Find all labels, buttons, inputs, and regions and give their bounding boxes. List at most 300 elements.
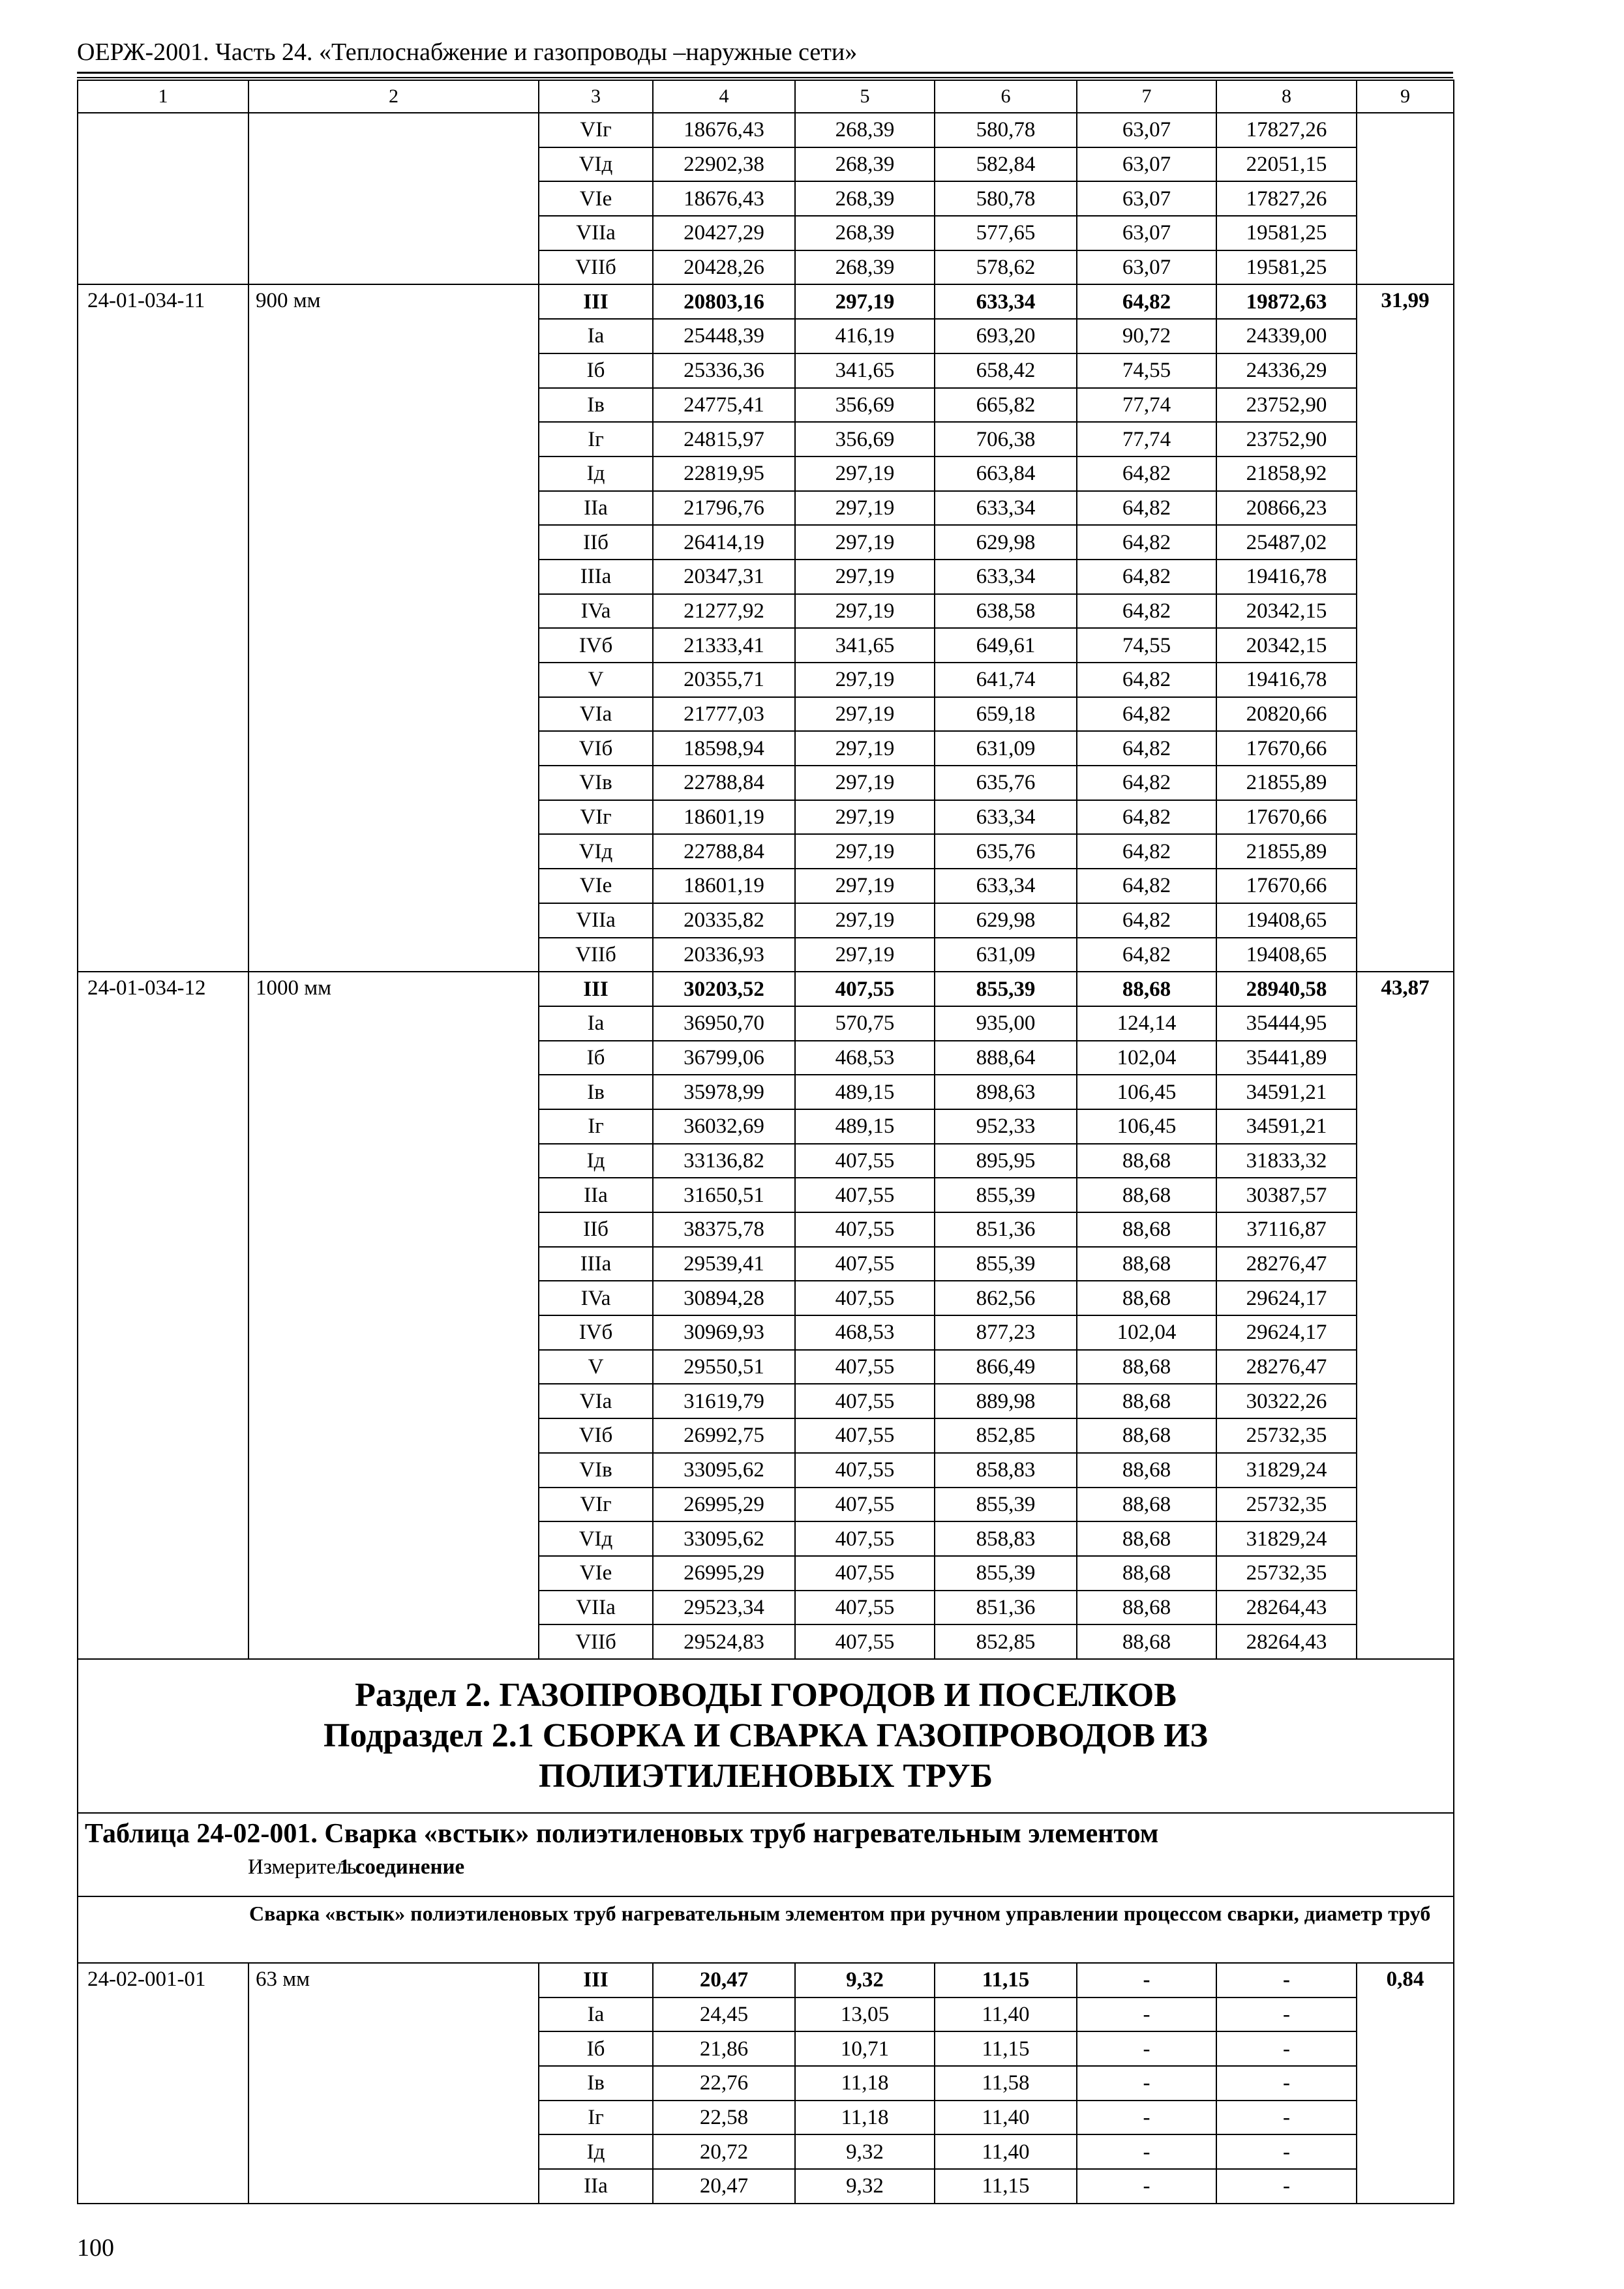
value-cell: 102,04 [1077,1041,1216,1075]
value-cell: 297,19 [795,284,935,319]
region-cell: Iг [539,1109,653,1144]
value-cell: 21333,41 [653,628,795,663]
value-cell: 20,72 [653,2134,795,2169]
value-cell: - [1077,1997,1216,2032]
region-cell: VIIб [539,938,653,972]
value-cell: 633,34 [935,800,1077,835]
value-cell: 25732,35 [1216,1488,1357,1522]
value-cell: 658,42 [935,353,1077,388]
section-heading-line: Подраздел 2.1 СБОРКА И СВАРКА ГАЗОПРОВОДОВ ИЗ [323,1716,1208,1754]
value-cell: 631,09 [935,731,1077,766]
region-cell: Iб [539,353,653,388]
value-cell: 25732,35 [1216,1418,1357,1453]
value-cell: 19416,78 [1216,560,1357,594]
section-heading [78,1659,1454,1813]
value-cell: 633,34 [935,560,1077,594]
value-cell: 64,82 [1077,834,1216,869]
value-cell: 693,20 [935,319,1077,353]
value-cell: 297,19 [795,525,935,560]
value-cell: 18601,19 [653,869,795,903]
region-cell: Ia [539,1006,653,1041]
region-cell: VIб [539,1418,653,1453]
value-cell: 20335,82 [653,903,795,938]
page-number: 100 [77,2234,114,2262]
value-cell: 407,55 [795,1418,935,1453]
value-cell: 268,39 [795,113,935,147]
value-cell: 30322,26 [1216,1384,1357,1418]
value-cell: 74,55 [1077,628,1216,663]
region-cell: VIд [539,147,653,182]
column-header: 7 [1077,80,1216,113]
region-cell: VIIa [539,1591,653,1625]
section-heading-line: ПОЛИЭТИЛЕНОВЫХ ТРУБ [538,1757,993,1795]
value-cell: 20355,71 [653,663,795,697]
region-cell: IIб [539,1212,653,1247]
value-cell: 63,07 [1077,113,1216,147]
value-cell: 26995,29 [653,1488,795,1522]
rate-code-cell: 24-02-001-01 [78,1963,248,2204]
region-cell: Iв [539,388,653,423]
value-cell: 580,78 [935,113,1077,147]
value-cell: 659,18 [935,697,1077,732]
value-cell: 77,74 [1077,388,1216,423]
value-cell: 268,39 [795,181,935,216]
value-cell: 64,82 [1077,663,1216,697]
value-cell: 407,55 [795,1178,935,1212]
value-cell: 64,82 [1077,903,1216,938]
value-cell: 64,82 [1077,525,1216,560]
value-cell: - [1077,2031,1216,2066]
value-cell: 356,69 [795,388,935,423]
value-cell: 34591,21 [1216,1075,1357,1109]
value-cell: 26995,29 [653,1556,795,1591]
value-cell: 21796,76 [653,491,795,526]
value-cell: 489,15 [795,1075,935,1109]
measure-value: 1 соединение [339,1855,465,1879]
value-cell: 889,98 [935,1384,1077,1418]
value-cell: 63,07 [1077,216,1216,250]
value-cell: 35441,89 [1216,1041,1357,1075]
value-cell: 18676,43 [653,113,795,147]
value-cell: 31829,24 [1216,1521,1357,1556]
column-header: 8 [1216,80,1357,113]
value-cell: 24336,29 [1216,353,1357,388]
value-cell: 20428,26 [653,250,795,285]
region-cell: V [539,663,653,697]
value-cell: - [1216,2169,1357,2204]
value-cell: 29539,41 [653,1247,795,1281]
value-cell: 17827,26 [1216,113,1357,147]
value-cell: 895,95 [935,1144,1077,1178]
value-cell: 888,64 [935,1041,1077,1075]
measure-line [248,1851,1447,1883]
value-cell: 20820,66 [1216,697,1357,732]
value-cell: 88,68 [1077,1178,1216,1212]
region-cell: IIIa [539,1247,653,1281]
value-cell: 641,74 [935,663,1077,697]
value-cell: 633,34 [935,869,1077,903]
value-cell: 23752,90 [1216,422,1357,456]
region-cell: IVa [539,594,653,629]
value-cell: 36032,69 [653,1109,795,1144]
value-cell: 64,82 [1077,766,1216,800]
value-cell: - [1077,2134,1216,2169]
region-cell: VIг [539,800,653,835]
value-cell: 638,58 [935,594,1077,629]
value-cell: 88,68 [1077,1144,1216,1178]
value-cell: 20,47 [653,1963,795,1997]
value-cell: 17670,66 [1216,869,1357,903]
value-cell: 407,55 [795,1144,935,1178]
value-cell: 407,55 [795,1212,935,1247]
work-description: Сварка «встык» полиэтиленовых труб нагревательным элементом при ручном управлении процессом сварки, диаметр труб [78,1896,1454,1963]
value-cell: 578,62 [935,250,1077,285]
value-cell: 855,39 [935,972,1077,1006]
region-cell: IVб [539,628,653,663]
value-cell: 30894,28 [653,1281,795,1315]
value-cell: 20342,15 [1216,594,1357,629]
value-cell: 297,19 [795,903,935,938]
value-cell: 407,55 [795,1521,935,1556]
header-rule [77,72,1453,74]
value-cell: 858,83 [935,1521,1077,1556]
value-cell: 21777,03 [653,697,795,732]
region-cell: Iв [539,1075,653,1109]
value-cell: 18598,94 [653,731,795,766]
value-cell: 63,07 [1077,181,1216,216]
coef-cell: 31,99 [1357,284,1454,972]
page-header-title: ОЕРЖ-2001. Часть 24. «Теплоснабжение и газопроводы –наружные сети» [77,38,858,66]
value-cell: - [1077,2066,1216,2101]
value-cell: 33095,62 [653,1521,795,1556]
region-cell: VIд [539,1521,653,1556]
value-cell: 855,39 [935,1178,1077,1212]
value-cell: 855,39 [935,1247,1077,1281]
region-cell: VIa [539,697,653,732]
value-cell: 851,36 [935,1591,1077,1625]
value-cell: 37116,87 [1216,1212,1357,1247]
value-cell: - [1077,2169,1216,2204]
value-cell: 64,82 [1077,938,1216,972]
coef-cell: 43,87 [1357,972,1454,1659]
value-cell: 21,86 [653,2031,795,2066]
value-cell: - [1077,1963,1216,1997]
region-cell: Iв [539,2066,653,2101]
value-cell: 18676,43 [653,181,795,216]
value-cell: 29524,83 [653,1624,795,1659]
value-cell: - [1216,1997,1357,2032]
value-cell: - [1216,2101,1357,2135]
value-cell: 64,82 [1077,594,1216,629]
value-cell: 36950,70 [653,1006,795,1041]
value-cell: 268,39 [795,250,935,285]
region-cell: Iд [539,2134,653,2169]
value-cell: 21855,89 [1216,834,1357,869]
value-cell: 570,75 [795,1006,935,1041]
value-cell: 582,84 [935,147,1077,182]
table-title: Таблица 24-02-001. Сварка «встык» полиэтиленовых труб нагревательным элементом [85,1818,1159,1849]
value-cell: 855,39 [935,1556,1077,1591]
value-cell: 28264,43 [1216,1624,1357,1659]
value-cell: 407,55 [795,1453,935,1488]
value-cell: 629,98 [935,903,1077,938]
value-cell: 25732,35 [1216,1556,1357,1591]
region-cell: Iб [539,2031,653,2066]
region-cell: VIв [539,1453,653,1488]
value-cell: 88,68 [1077,1247,1216,1281]
value-cell: 407,55 [795,1247,935,1281]
pipe-size-cell: 63 мм [248,1963,539,2204]
value-cell: 11,15 [935,2031,1077,2066]
pipe-size-cell: 1000 мм [248,972,539,1659]
value-cell: 17670,66 [1216,731,1357,766]
value-cell: 407,55 [795,1591,935,1625]
column-header-row [78,80,1454,113]
region-cell: VIIб [539,1624,653,1659]
region-cell: VIe [539,869,653,903]
value-cell: 38375,78 [653,1212,795,1247]
region-cell: III [539,284,653,319]
value-cell: 341,65 [795,353,935,388]
region-cell: Ia [539,319,653,353]
value-cell: 489,15 [795,1109,935,1144]
value-cell: 407,55 [795,1281,935,1315]
region-cell: V [539,1350,653,1384]
header-rule [77,77,1453,78]
value-cell: 11,40 [935,1997,1077,2032]
value-cell: 23752,90 [1216,388,1357,423]
value-cell: 33095,62 [653,1453,795,1488]
value-cell: 297,19 [795,731,935,766]
value-cell: 35444,95 [1216,1006,1357,1041]
value-cell: 88,68 [1077,1384,1216,1418]
table-title-cell [78,1813,1454,1896]
rate-code-cell: 24-01-034-11 [78,284,248,972]
value-cell: 64,82 [1077,284,1216,319]
region-cell: IIa [539,491,653,526]
value-cell: 297,19 [795,594,935,629]
value-cell: 663,84 [935,456,1077,491]
rates-table [77,80,1454,2204]
region-cell: Iб [539,1041,653,1075]
value-cell: 635,76 [935,766,1077,800]
value-cell: 407,55 [795,1556,935,1591]
value-cell: 20866,23 [1216,491,1357,526]
value-cell: 31619,79 [653,1384,795,1418]
value-cell: 17827,26 [1216,181,1357,216]
value-cell: 9,32 [795,1963,935,1997]
table-title-row [78,1813,1454,1896]
table-row [78,1963,1454,1997]
region-cell: VIд [539,834,653,869]
value-cell: 64,82 [1077,800,1216,835]
value-cell: 851,36 [935,1212,1077,1247]
value-cell: 21858,92 [1216,456,1357,491]
column-header: 2 [248,80,539,113]
value-cell: 63,07 [1077,250,1216,285]
pipe-size-cell: 900 мм [248,284,539,972]
value-cell: 297,19 [795,938,935,972]
value-cell: 635,76 [935,834,1077,869]
value-cell: 297,19 [795,560,935,594]
value-cell: 20347,31 [653,560,795,594]
section-heading-row [78,1659,1454,1813]
value-cell: 24775,41 [653,388,795,423]
value-cell: 88,68 [1077,972,1216,1006]
section-heading-line: Раздел 2. ГАЗОПРОВОДЫ ГОРОДОВ И ПОСЕЛКОВ [355,1676,1177,1714]
value-cell: 25487,02 [1216,525,1357,560]
value-cell: 407,55 [795,1624,935,1659]
value-cell: 297,19 [795,869,935,903]
column-header: 9 [1357,80,1454,113]
value-cell: 11,18 [795,2101,935,2135]
value-cell: 9,32 [795,2169,935,2204]
value-cell: 21277,92 [653,594,795,629]
value-cell: 88,68 [1077,1591,1216,1625]
value-cell: 24,45 [653,1997,795,2032]
value-cell: 633,34 [935,284,1077,319]
value-cell: 29550,51 [653,1350,795,1384]
value-cell: 952,33 [935,1109,1077,1144]
region-cell: VIб [539,731,653,766]
value-cell: 88,68 [1077,1350,1216,1384]
region-cell: IIa [539,1178,653,1212]
region-cell: VIIa [539,903,653,938]
value-cell: 858,83 [935,1453,1077,1488]
value-cell: 28276,47 [1216,1350,1357,1384]
value-cell: 9,32 [795,2134,935,2169]
value-cell: 31833,32 [1216,1144,1357,1178]
value-cell: 862,56 [935,1281,1077,1315]
region-cell: IIб [539,525,653,560]
value-cell: 21855,89 [1216,766,1357,800]
value-cell: - [1077,2101,1216,2135]
region-cell: Iд [539,456,653,491]
value-cell: 852,85 [935,1624,1077,1659]
value-cell: 22819,95 [653,456,795,491]
column-header: 3 [539,80,653,113]
region-cell: VIe [539,181,653,216]
value-cell: 18601,19 [653,800,795,835]
region-cell: IIa [539,2169,653,2204]
region-cell: VIIб [539,250,653,285]
value-cell: 88,68 [1077,1624,1216,1659]
value-cell: 935,00 [935,1006,1077,1041]
value-cell: 64,82 [1077,560,1216,594]
region-cell: VIIa [539,216,653,250]
value-cell: 649,61 [935,628,1077,663]
column-header: 1 [78,80,248,113]
region-cell: Iг [539,422,653,456]
region-cell: VIг [539,1488,653,1522]
value-cell: 19416,78 [1216,663,1357,697]
value-cell: 88,68 [1077,1556,1216,1591]
value-cell: 25448,39 [653,319,795,353]
value-cell: 297,19 [795,800,935,835]
value-cell: 898,63 [935,1075,1077,1109]
value-cell: 88,68 [1077,1281,1216,1315]
measure-label: Измеритель: [248,1855,363,1879]
region-cell: IVa [539,1281,653,1315]
rate-code-cell [78,113,248,284]
value-cell: 20803,16 [653,284,795,319]
value-cell: 64,82 [1077,731,1216,766]
value-cell: 102,04 [1077,1315,1216,1350]
value-cell: 17670,66 [1216,800,1357,835]
value-cell: 106,45 [1077,1109,1216,1144]
value-cell: 64,82 [1077,697,1216,732]
value-cell: 877,23 [935,1315,1077,1350]
value-cell: 35978,99 [653,1075,795,1109]
value-cell: 88,68 [1077,1418,1216,1453]
value-cell: 855,39 [935,1488,1077,1522]
value-cell: 19408,65 [1216,938,1357,972]
value-cell: - [1216,2031,1357,2066]
value-cell: 34591,21 [1216,1109,1357,1144]
value-cell: 74,55 [1077,353,1216,388]
value-cell: 124,14 [1077,1006,1216,1041]
table-row [78,972,1454,1006]
table-row [78,113,1454,147]
value-cell: 24339,00 [1216,319,1357,353]
value-cell: 416,19 [795,319,935,353]
value-cell: 297,19 [795,663,935,697]
value-cell: 407,55 [795,1350,935,1384]
column-header: 5 [795,80,935,113]
value-cell: 64,82 [1077,456,1216,491]
value-cell: 31650,51 [653,1178,795,1212]
value-cell: 11,58 [935,2066,1077,2101]
value-cell: 19581,25 [1216,216,1357,250]
region-cell: IIIa [539,560,653,594]
region-cell: IVб [539,1315,653,1350]
region-cell: Iг [539,2101,653,2135]
value-cell: 30387,57 [1216,1178,1357,1212]
value-cell: 407,55 [795,1384,935,1418]
value-cell: 631,09 [935,938,1077,972]
value-cell: 19872,63 [1216,284,1357,319]
value-cell: 19408,65 [1216,903,1357,938]
value-cell: 36799,06 [653,1041,795,1075]
value-cell: 20336,93 [653,938,795,972]
value-cell: 629,98 [935,525,1077,560]
value-cell: 268,39 [795,216,935,250]
value-cell: 468,53 [795,1041,935,1075]
value-cell: 22902,38 [653,147,795,182]
value-cell: 20427,29 [653,216,795,250]
value-cell: 28264,43 [1216,1591,1357,1625]
value-cell: 33136,82 [653,1144,795,1178]
value-cell: 106,45 [1077,1075,1216,1109]
value-cell: 297,19 [795,766,935,800]
value-cell: 577,65 [935,216,1077,250]
value-cell: 356,69 [795,422,935,456]
value-cell: 26414,19 [653,525,795,560]
region-cell: Ia [539,1997,653,2032]
value-cell: 852,85 [935,1418,1077,1453]
value-cell: 88,68 [1077,1521,1216,1556]
value-cell: 22788,84 [653,766,795,800]
value-cell: 28276,47 [1216,1247,1357,1281]
value-cell: 25336,36 [653,353,795,388]
value-cell: - [1216,1963,1357,1997]
value-cell: - [1216,2066,1357,2101]
value-cell: 26992,75 [653,1418,795,1453]
region-cell: VIв [539,766,653,800]
value-cell: 64,82 [1077,869,1216,903]
value-cell: 407,55 [795,1488,935,1522]
value-cell: 63,07 [1077,147,1216,182]
